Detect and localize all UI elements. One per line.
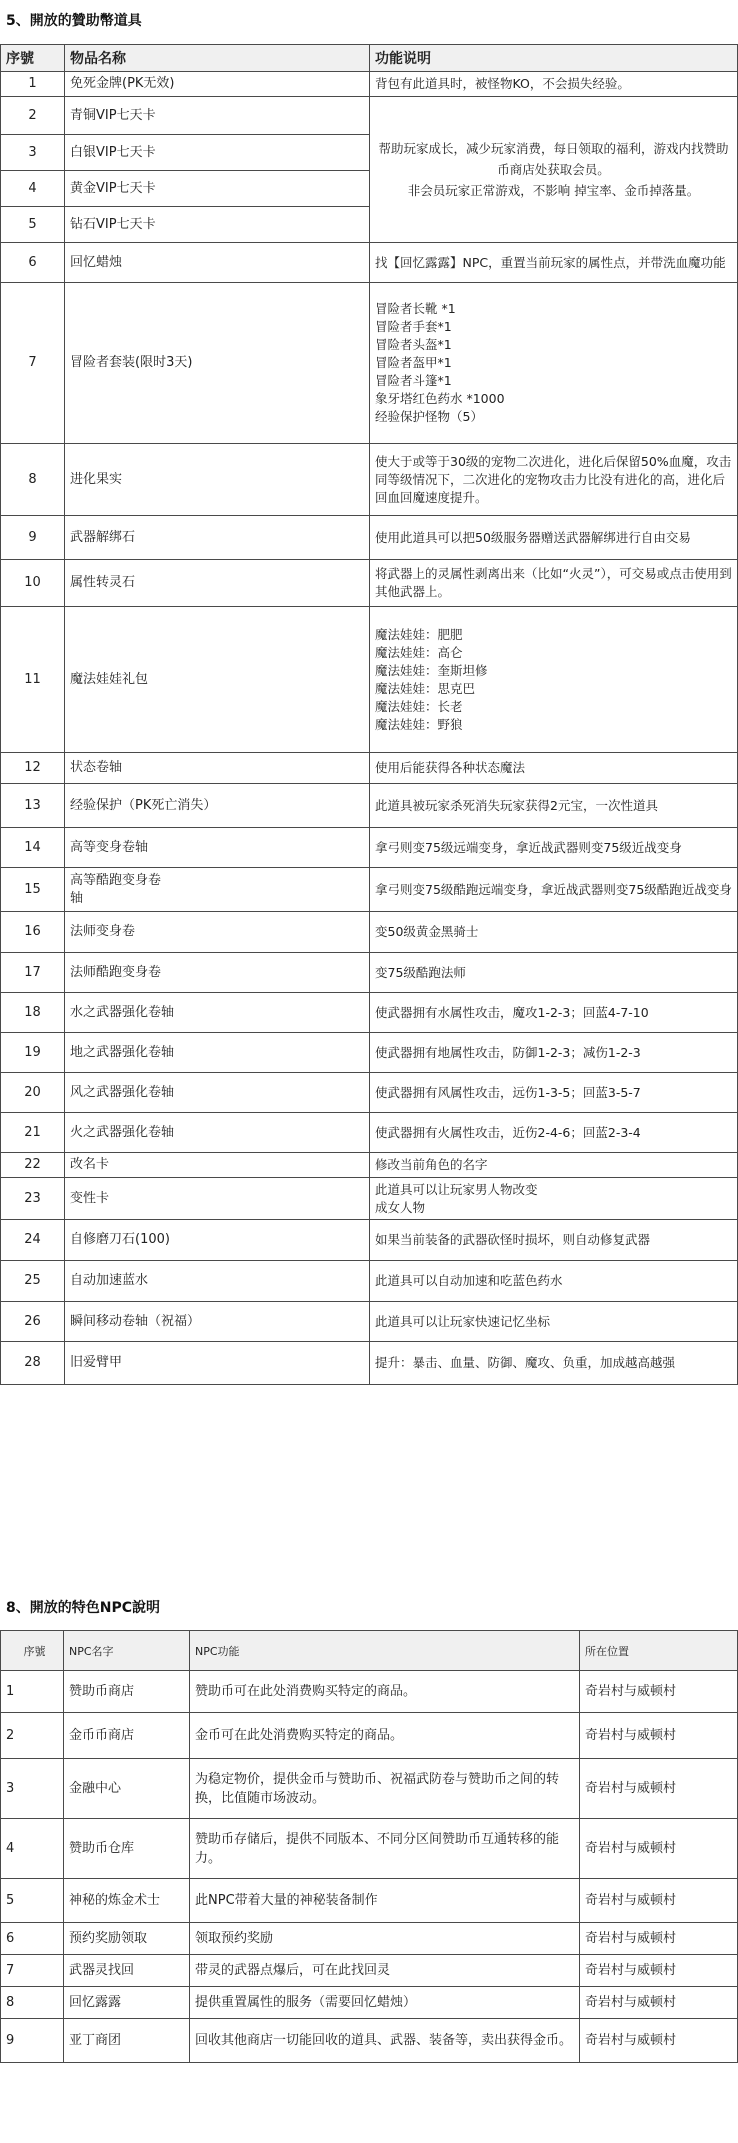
table-row bbox=[1, 868, 738, 912]
table-row bbox=[1, 560, 738, 607]
item-function: 找【回忆露露】NPC，重置当前玩家的属性点，并带洗血魔功能 bbox=[370, 243, 738, 283]
item-function: 使武器拥有风属性攻击，远伤1-3-5；回蓝3-5-7 bbox=[370, 1073, 738, 1113]
table-row bbox=[1, 1713, 738, 1759]
item-no: 13 bbox=[1, 784, 65, 828]
npc-no: 5 bbox=[1, 1879, 64, 1923]
npc-name: 预约奖励领取 bbox=[64, 1923, 190, 1955]
item-function: 使用后能获得各种状态魔法 bbox=[370, 753, 738, 784]
item-function: 魔法娃娃：肥肥 魔法娃娃：高仑 魔法娃娃：奎斯坦修 魔法娃娃：思克巴 魔法娃娃：长老 魔法娃娃：野狼 bbox=[370, 607, 738, 753]
npc-location: 奇岩村与威顿村 bbox=[580, 1987, 738, 2019]
table-row bbox=[1, 607, 738, 753]
item-no: 17 bbox=[1, 953, 65, 993]
item-function: 此道具可以自动加速和吃蓝色药水 bbox=[370, 1261, 738, 1302]
item-name: 回忆蜡烛 bbox=[65, 243, 370, 283]
item-name: 改名卡 bbox=[65, 1153, 370, 1178]
item-name: 自修磨刀石(100) bbox=[65, 1220, 370, 1261]
npc-location: 奇岩村与威顿村 bbox=[580, 1671, 738, 1713]
item-name: 风之武器强化卷轴 bbox=[65, 1073, 370, 1113]
item-no: 14 bbox=[1, 828, 65, 868]
npc-no: 3 bbox=[1, 1759, 64, 1819]
item-no: 2 bbox=[1, 97, 65, 135]
npc-name: 金融中心 bbox=[64, 1759, 190, 1819]
item-name: 进化果实 bbox=[65, 444, 370, 516]
item-name: 青铜VIP七天卡 bbox=[65, 97, 370, 135]
item-no: 3 bbox=[1, 135, 65, 171]
npc-name: 亚丁商团 bbox=[64, 2019, 190, 2063]
header-item-name: 物品名称 bbox=[65, 45, 370, 72]
table-row bbox=[1, 72, 738, 97]
item-no: 23 bbox=[1, 1178, 65, 1220]
item-function: 此道具被玩家杀死消失玩家获得2元宝，一次性道具 bbox=[370, 784, 738, 828]
npc-function: 带灵的武器点爆后，可在此找回灵 bbox=[190, 1955, 580, 1987]
table-row bbox=[1, 1879, 738, 1923]
table-row bbox=[1, 1671, 738, 1713]
item-no: 8 bbox=[1, 444, 65, 516]
table-row bbox=[1, 1178, 738, 1220]
table-row bbox=[1, 1759, 738, 1819]
npc-name: 赞助币商店 bbox=[64, 1671, 190, 1713]
npc-location: 奇岩村与威顿村 bbox=[580, 1759, 738, 1819]
item-function: 使武器拥有火属性攻击，近伤2-4-6；回蓝2-3-4 bbox=[370, 1113, 738, 1153]
item-name: 经验保护（PK死亡消失） bbox=[65, 784, 370, 828]
item-no: 7 bbox=[1, 283, 65, 444]
item-function: 使用此道具可以把50级服务器赠送武器解绑进行自由交易 bbox=[370, 516, 738, 560]
item-no: 5 bbox=[1, 207, 65, 243]
item-function: 拿弓则变75级酷跑远端变身，拿近战武器则变75级酷跑近战变身 bbox=[370, 868, 738, 912]
table-row bbox=[1, 1342, 738, 1385]
item-function: 修改当前角色的名字 bbox=[370, 1153, 738, 1178]
item-function: 拿弓则变75级远端变身，拿近战武器则变75级近战变身 bbox=[370, 828, 738, 868]
section5-title: 5、開放的贊助幣道具 bbox=[6, 13, 142, 29]
npc-no: 2 bbox=[1, 1713, 64, 1759]
item-function: 将武器上的灵属性剥离出来（比如“火灵”），可交易或点击使用到其他武器上。 bbox=[370, 560, 738, 607]
table-row bbox=[1, 1113, 738, 1153]
table-row bbox=[1, 97, 738, 135]
header-no: 序號 bbox=[1, 1631, 64, 1671]
npc-no: 1 bbox=[1, 1671, 64, 1713]
item-no: 19 bbox=[1, 1033, 65, 1073]
header-npc-name: NPC名字 bbox=[64, 1631, 190, 1671]
npc-location: 奇岩村与威顿村 bbox=[580, 1879, 738, 1923]
vip-card-function: 帮助玩家成长，减少玩家消费，每日领取的福利，游戏内找赞助币商店处获取会员。 非会员玩家正常游戏，不影响 掉宝率、金币掉落量。 bbox=[370, 97, 738, 243]
npc-no: 9 bbox=[1, 2019, 64, 2063]
npc-no: 8 bbox=[1, 1987, 64, 2019]
item-function: 如果当前装备的武器砍怪时损坏，则自动修复武器 bbox=[370, 1220, 738, 1261]
table-row bbox=[1, 828, 738, 868]
section8-title: 8、開放的特色NPC說明 bbox=[6, 1600, 160, 1616]
table-row bbox=[1, 1923, 738, 1955]
item-name: 免死金牌(PK无效) bbox=[65, 72, 370, 97]
item-no: 28 bbox=[1, 1342, 65, 1385]
npc-function: 为稳定物价，提供金币与赞助币、祝福武防卷与赞助币之间的转换，比值随市场波动。 bbox=[190, 1759, 580, 1819]
header-no: 序號 bbox=[1, 45, 65, 72]
npc-function: 赞助币存储后，提供不同版本、不同分区间赞助币互通转移的能力。 bbox=[190, 1819, 580, 1879]
item-name: 法师变身卷 bbox=[65, 912, 370, 953]
item-name: 水之武器强化卷轴 bbox=[65, 993, 370, 1033]
npc-location: 奇岩村与威顿村 bbox=[580, 1819, 738, 1879]
table-row bbox=[1, 784, 738, 828]
header-npc-function: NPC功能 bbox=[190, 1631, 580, 1671]
item-no: 9 bbox=[1, 516, 65, 560]
item-no: 21 bbox=[1, 1113, 65, 1153]
table-header-row bbox=[1, 1631, 738, 1671]
item-name: 旧爱臂甲 bbox=[65, 1342, 370, 1385]
item-function: 提升：暴击、血量、防御、魔攻、负重，加成越高越强 bbox=[370, 1342, 738, 1385]
item-name: 地之武器强化卷轴 bbox=[65, 1033, 370, 1073]
item-function: 使武器拥有水属性攻击，魔攻1-2-3；回蓝4-7-10 bbox=[370, 993, 738, 1033]
table-row bbox=[1, 1261, 738, 1302]
item-no: 20 bbox=[1, 1073, 65, 1113]
npc-function: 金币可在此处消费购买特定的商品。 bbox=[190, 1713, 580, 1759]
item-function: 使大于或等于30级的宠物二次进化，进化后保留50%血魔，攻击同等级情况下，二次进化的宠物攻击力比没有进化的高，进化后回血回魔速度提升。 bbox=[370, 444, 738, 516]
item-no: 16 bbox=[1, 912, 65, 953]
table-row bbox=[1, 283, 738, 444]
npc-table bbox=[0, 1630, 738, 2063]
table-row bbox=[1, 1073, 738, 1113]
item-no: 18 bbox=[1, 993, 65, 1033]
header-location: 所在位置 bbox=[580, 1631, 738, 1671]
item-name: 变性卡 bbox=[65, 1178, 370, 1220]
npc-no: 6 bbox=[1, 1923, 64, 1955]
npc-name: 神秘的炼金术士 bbox=[64, 1879, 190, 1923]
item-function: 变75级酷跑法师 bbox=[370, 953, 738, 993]
item-name: 高等酷跑变身卷 轴 bbox=[65, 868, 370, 912]
table-row bbox=[1, 243, 738, 283]
item-name: 钻石VIP七天卡 bbox=[65, 207, 370, 243]
npc-name: 赞助币仓库 bbox=[64, 1819, 190, 1879]
table-row bbox=[1, 444, 738, 516]
item-name: 白银VIP七天卡 bbox=[65, 135, 370, 171]
item-function: 此道具可以让玩家快速记忆坐标 bbox=[370, 1302, 738, 1342]
item-name: 属性转灵石 bbox=[65, 560, 370, 607]
item-name: 自动加速蓝水 bbox=[65, 1261, 370, 1302]
npc-location: 奇岩村与威顿村 bbox=[580, 2019, 738, 2063]
header-function: 功能说明 bbox=[370, 45, 738, 72]
item-no: 4 bbox=[1, 171, 65, 207]
item-name: 黄金VIP七天卡 bbox=[65, 171, 370, 207]
item-function: 使武器拥有地属性攻击，防御1-2-3；减伤1-2-3 bbox=[370, 1033, 738, 1073]
npc-name: 回忆露露 bbox=[64, 1987, 190, 2019]
npc-name: 金币币商店 bbox=[64, 1713, 190, 1759]
item-no: 6 bbox=[1, 243, 65, 283]
item-name: 状态卷轴 bbox=[65, 753, 370, 784]
item-function: 背包有此道具时，被怪物KO，不会损失经验。 bbox=[370, 72, 738, 97]
item-no: 24 bbox=[1, 1220, 65, 1261]
item-no: 12 bbox=[1, 753, 65, 784]
npc-function: 赞助币可在此处消费购买特定的商品。 bbox=[190, 1671, 580, 1713]
item-name: 冒险者套装(限时3天) bbox=[65, 283, 370, 444]
table-row bbox=[1, 1819, 738, 1879]
item-name: 法师酷跑变身卷 bbox=[65, 953, 370, 993]
item-function: 冒险者长靴 *1 冒险者手套*1 冒险者头盔*1 冒险者盔甲*1 冒险者斗篷*1 象牙塔红色药水 *1000 经验保护怪物（5） bbox=[370, 283, 738, 444]
npc-name: 武器灵找回 bbox=[64, 1955, 190, 1987]
npc-function: 提供重置属性的服务（需要回忆蜡烛） bbox=[190, 1987, 580, 2019]
npc-location: 奇岩村与威顿村 bbox=[580, 1955, 738, 1987]
item-no: 26 bbox=[1, 1302, 65, 1342]
table-row bbox=[1, 1220, 738, 1261]
npc-function: 此NPC带着大量的神秘装备制作 bbox=[190, 1879, 580, 1923]
sponsor-items-table bbox=[0, 44, 738, 1385]
item-name: 魔法娃娃礼包 bbox=[65, 607, 370, 753]
npc-function: 回收其他商店一切能回收的道具、武器、装备等，卖出获得金币。 bbox=[190, 2019, 580, 2063]
npc-location: 奇岩村与威顿村 bbox=[580, 1923, 738, 1955]
item-name: 武器解绑石 bbox=[65, 516, 370, 560]
item-name: 高等变身卷轴 bbox=[65, 828, 370, 868]
item-no: 11 bbox=[1, 607, 65, 753]
table-row bbox=[1, 912, 738, 953]
table-header-row bbox=[1, 45, 738, 72]
table-row bbox=[1, 2019, 738, 2063]
table-row bbox=[1, 516, 738, 560]
item-no: 1 bbox=[1, 72, 65, 97]
table-row bbox=[1, 753, 738, 784]
npc-no: 7 bbox=[1, 1955, 64, 1987]
item-no: 10 bbox=[1, 560, 65, 607]
item-no: 25 bbox=[1, 1261, 65, 1302]
table-row bbox=[1, 1033, 738, 1073]
table-row bbox=[1, 1302, 738, 1342]
item-function: 此道具可以让玩家男人物改变 成女人物 bbox=[370, 1178, 738, 1220]
item-no: 15 bbox=[1, 868, 65, 912]
item-name: 瞬间移动卷轴（祝福） bbox=[65, 1302, 370, 1342]
table-row bbox=[1, 953, 738, 993]
item-no: 22 bbox=[1, 1153, 65, 1178]
item-name: 火之武器强化卷轴 bbox=[65, 1113, 370, 1153]
npc-no: 4 bbox=[1, 1819, 64, 1879]
table-row bbox=[1, 993, 738, 1033]
table-row bbox=[1, 1987, 738, 2019]
item-function: 变50级黄金黑骑士 bbox=[370, 912, 738, 953]
npc-location: 奇岩村与威顿村 bbox=[580, 1713, 738, 1759]
table-row bbox=[1, 1153, 738, 1178]
npc-function: 领取预约奖励 bbox=[190, 1923, 580, 1955]
table-row bbox=[1, 1955, 738, 1987]
